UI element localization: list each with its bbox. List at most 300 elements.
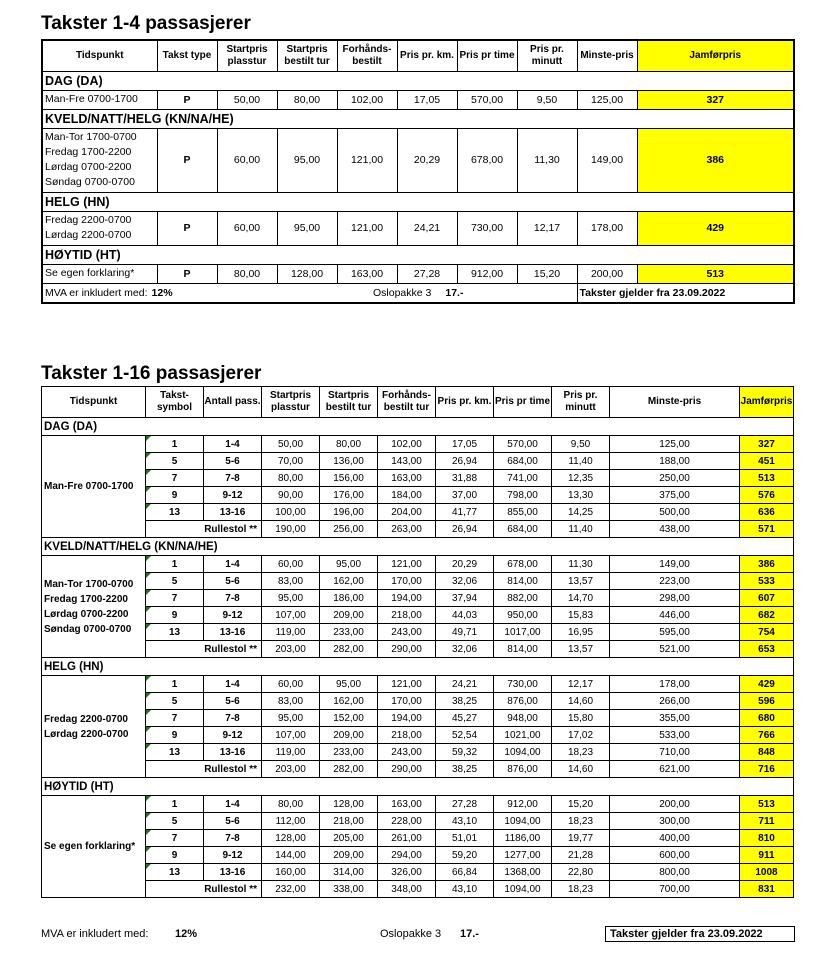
t1-value-cell: 513 [637, 264, 794, 283]
t2-value-cell: 19,77 [552, 830, 610, 847]
t2-value-cell: 194,00 [378, 710, 436, 727]
t1-value-cell: 102,00 [337, 90, 397, 109]
t2-value-cell: 1-4 [204, 436, 262, 453]
t2-value-cell: 607 [740, 590, 794, 607]
t2-section-row [42, 418, 794, 436]
t1-time-line: Fredag 1700-2200 [45, 146, 132, 158]
fare-table-1-4 [41, 39, 795, 304]
fare-table-1-16 [41, 386, 794, 898]
t2-value-cell: 282,00 [320, 641, 378, 658]
t1-value-cell: 570,00 [457, 90, 517, 109]
t2-time-line: Søndag 0700-0700 [44, 623, 132, 635]
t2-value-cell: 429 [740, 676, 794, 693]
t2-value-cell: 5 [146, 573, 204, 590]
t1-section-label: HELG (HN) [42, 192, 794, 211]
t1-data-row [42, 128, 794, 192]
t2-value-cell: 218,00 [378, 727, 436, 744]
t2-value-cell: 60,00 [262, 676, 320, 693]
t2-value-cell: 24,21 [436, 676, 494, 693]
t2-data-row [42, 504, 794, 521]
t2-value-cell: 571 [740, 521, 794, 538]
t2-value-cell: 13,30 [552, 487, 610, 504]
t2-value-cell: 209,00 [320, 847, 378, 864]
t2-value-cell: 1094,00 [494, 813, 552, 830]
t2-header-cell: Pris pr. minutt [552, 387, 610, 418]
t2-value-cell: 218,00 [320, 813, 378, 830]
t1-header-cell: Forhånds-bestilt [337, 40, 397, 71]
t2-value-cell: 156,00 [320, 470, 378, 487]
t1-header-cell: Pris pr time [457, 40, 517, 71]
t1-section-row [42, 71, 794, 90]
t2-value-cell: 128,00 [262, 830, 320, 847]
t2-data-row [42, 830, 794, 847]
t1-header-cell: Jamførpris [637, 40, 794, 71]
t2-value-cell: 1008 [740, 864, 794, 881]
t2-value-cell: 152,00 [320, 710, 378, 727]
t2-value-cell: 682 [740, 607, 794, 624]
t2-header-cell: Takst-symbol [146, 387, 204, 418]
t2-value-cell: 7-8 [204, 590, 262, 607]
t2-value-cell: 595,00 [610, 624, 740, 641]
t2-time-line: Man-Fre 0700-1700 [44, 481, 134, 492]
t2-value-cell: 243,00 [378, 624, 436, 641]
t2-value-cell: 684,00 [494, 453, 552, 470]
t2-value-cell: 1 [146, 556, 204, 573]
t2-time-line: Fredag 1700-2200 [44, 593, 128, 605]
t2-value-cell: 209,00 [320, 727, 378, 744]
t1-section-row [42, 192, 794, 211]
t2-value-cell: 1 [146, 676, 204, 693]
t2-value-cell: 513 [740, 796, 794, 813]
t2-value-cell: 7-8 [204, 830, 262, 847]
t2-value-cell: 15,83 [552, 607, 610, 624]
t2-value-cell: 1186,00 [494, 830, 552, 847]
t2-rullestol-cell: Rullestol ** [146, 641, 262, 658]
t2-value-cell: 680 [740, 710, 794, 727]
t2-value-cell: 16,95 [552, 624, 610, 641]
t2-data-row [42, 727, 794, 744]
t2-header-cell: Antall pass. [204, 387, 262, 418]
t2-value-cell: 1 [146, 796, 204, 813]
t2-value-cell: 14,60 [552, 693, 610, 710]
t2-value-cell: 203,00 [262, 761, 320, 778]
t1-value-cell: 27,28 [397, 264, 457, 283]
t2-value-cell: 80,00 [320, 436, 378, 453]
t2-value-cell: 338,00 [320, 881, 378, 898]
t2-value-cell: 66,84 [436, 864, 494, 881]
t2-data-row [42, 556, 794, 573]
t2-value-cell: 5-6 [204, 693, 262, 710]
t2-data-row [42, 607, 794, 624]
t1-value-cell: 730,00 [457, 211, 517, 245]
t2-value-cell: 27,28 [436, 796, 494, 813]
t1-value-cell: P [157, 211, 217, 245]
t2-value-cell: 100,00 [262, 504, 320, 521]
t2-value-cell: 233,00 [320, 624, 378, 641]
t2-value-cell: 798,00 [494, 487, 552, 504]
t1-value-cell: P [157, 90, 217, 109]
t2-value-cell: 12,17 [552, 676, 610, 693]
t2-value-cell: 855,00 [494, 504, 552, 521]
t2-value-cell: 9 [146, 487, 204, 504]
t2-value-cell: 438,00 [610, 521, 740, 538]
t2-value-cell: 7 [146, 710, 204, 727]
t2-value-cell: 13-16 [204, 864, 262, 881]
t1-data-row [42, 90, 794, 109]
t2-time-line: Lørdag 2200-0700 [44, 728, 129, 740]
t2-data-row [42, 710, 794, 727]
t2-value-cell: 7-8 [204, 470, 262, 487]
t1-time-line: Fredag 2200-0700 [45, 214, 132, 226]
t1-value-cell: 24,21 [397, 211, 457, 245]
t1-time-cell [42, 128, 157, 192]
t2-data-row [42, 693, 794, 710]
t2-value-cell: 570,00 [494, 436, 552, 453]
t1-value-cell: 386 [637, 128, 794, 192]
t2-value-cell: 21,28 [552, 847, 610, 864]
t2-value-cell: 766 [740, 727, 794, 744]
t2-value-cell: 730,00 [494, 676, 552, 693]
t2-value-cell: 170,00 [378, 693, 436, 710]
t2-value-cell: 282,00 [320, 761, 378, 778]
t1-value-cell: 11,30 [517, 128, 577, 192]
t1-value-cell: 12,17 [517, 211, 577, 245]
t2-value-cell: 710,00 [610, 744, 740, 761]
t2-value-cell: 912,00 [494, 796, 552, 813]
t2-value-cell: 80,00 [262, 796, 320, 813]
t2-data-row [42, 590, 794, 607]
t2-value-cell: 107,00 [262, 607, 320, 624]
t2-value-cell: 716 [740, 761, 794, 778]
t2-value-cell: 204,00 [378, 504, 436, 521]
t2-value-cell: 500,00 [610, 504, 740, 521]
t1-time-cell [42, 264, 157, 283]
t2-value-cell: 9 [146, 727, 204, 744]
t1-time-line: Man-Tor 1700-0700 [45, 131, 137, 143]
t2-value-cell: 37,94 [436, 590, 494, 607]
t2-value-cell: 1-4 [204, 796, 262, 813]
t2-time-cell [42, 436, 146, 538]
t2-value-cell: 653 [740, 641, 794, 658]
t2-value-cell: 163,00 [378, 796, 436, 813]
t2-value-cell: 11,30 [552, 556, 610, 573]
t1-section-label: KVELD/NATT/HELG (KN/NA/HE) [42, 109, 794, 128]
t2-section-label: KVELD/NATT/HELG (KN/NA/HE) [42, 538, 794, 556]
t2-data-row [42, 676, 794, 693]
t1-value-cell: 60,00 [217, 128, 277, 192]
t2-time-line: Fredag 2200-0700 [44, 713, 128, 725]
t2-value-cell: 60,00 [262, 556, 320, 573]
t2-value-cell: 266,00 [610, 693, 740, 710]
t2-data-row [42, 864, 794, 881]
t1-value-cell: 17,05 [397, 90, 457, 109]
t2-value-cell: 948,00 [494, 710, 552, 727]
t1-section-label: DAG (DA) [42, 71, 794, 90]
t2-value-cell: 144,00 [262, 847, 320, 864]
t2-value-cell: 521,00 [610, 641, 740, 658]
t2-value-cell: 5 [146, 693, 204, 710]
t2-value-cell: 1-4 [204, 556, 262, 573]
t2-value-cell: 5-6 [204, 573, 262, 590]
t2-value-cell: 136,00 [320, 453, 378, 470]
t2-header-cell: Startpris bestilt tur [320, 387, 378, 418]
t2-value-cell: 32,06 [436, 641, 494, 658]
t2-oslo-label: Oslopakke 3 [380, 928, 442, 940]
t2-value-cell: 95,00 [262, 710, 320, 727]
t2-value-cell: 32,06 [436, 573, 494, 590]
t2-value-cell: 149,00 [610, 556, 740, 573]
t2-value-cell: 13-16 [204, 504, 262, 521]
t2-value-cell: 41,77 [436, 504, 494, 521]
t1-time-line: Man-Fre 0700-1700 [45, 93, 138, 105]
t2-value-cell: 513 [740, 470, 794, 487]
t2-time-line: Se egen forklaring* [44, 841, 136, 852]
t2-data-row [42, 487, 794, 504]
t2-value-cell: 754 [740, 624, 794, 641]
t2-value-cell: 314,00 [320, 864, 378, 881]
t2-value-cell: 80,00 [262, 470, 320, 487]
t2-valid-date: Takster gjelder fra 23.09.2022 [605, 926, 795, 942]
t2-value-cell: 1021,00 [494, 727, 552, 744]
t2-data-row [42, 436, 794, 453]
t2-value-cell: 684,00 [494, 521, 552, 538]
t2-data-row [42, 453, 794, 470]
t1-section-label: HØYTID (HT) [42, 245, 794, 264]
t2-value-cell: 1-4 [204, 676, 262, 693]
t2-oslo-value: 17.- [460, 928, 479, 940]
t2-data-row [42, 641, 794, 658]
t2-value-cell: 636 [740, 504, 794, 521]
t1-oslo-label: Oslopakke 3 [373, 286, 432, 299]
t2-rullestol-cell: Rullestol ** [146, 521, 262, 538]
t2-value-cell: 18,23 [552, 744, 610, 761]
t2-value-cell: 162,00 [320, 693, 378, 710]
t1-value-cell: 121,00 [337, 128, 397, 192]
t2-value-cell: 348,00 [378, 881, 436, 898]
t2-value-cell: 45,27 [436, 710, 494, 727]
t1-header-cell: Startpris plasstur [217, 40, 277, 71]
t1-value-cell: 678,00 [457, 128, 517, 192]
t2-section-label: HØYTID (HT) [42, 778, 794, 796]
t2-value-cell: 43,10 [436, 881, 494, 898]
t2-value-cell: 290,00 [378, 761, 436, 778]
t1-value-cell: 95,00 [277, 128, 337, 192]
t2-value-cell: 228,00 [378, 813, 436, 830]
t2-value-cell: 121,00 [378, 676, 436, 693]
t2-value-cell: 678,00 [494, 556, 552, 573]
t1-value-cell: 80,00 [217, 264, 277, 283]
table1-title: Takster 1-4 passasjerer [41, 13, 251, 34]
t2-data-row [42, 761, 794, 778]
t1-header-row [42, 40, 794, 71]
t2-value-cell: 13 [146, 624, 204, 641]
t1-mva-cell [42, 283, 337, 303]
t2-value-cell: 38,25 [436, 693, 494, 710]
t2-value-cell: 621,00 [610, 761, 740, 778]
t2-section-row [42, 778, 794, 796]
t2-value-cell: 451 [740, 453, 794, 470]
t2-value-cell: 38,25 [436, 761, 494, 778]
t2-value-cell: 9-12 [204, 847, 262, 864]
t2-value-cell: 70,00 [262, 453, 320, 470]
t2-value-cell: 375,00 [610, 487, 740, 504]
t1-data-row [42, 264, 794, 283]
t2-value-cell: 533,00 [610, 727, 740, 744]
t2-time-line: Lørdag 0700-2200 [44, 608, 129, 620]
t1-value-cell: P [157, 128, 217, 192]
t1-oslo-cell [337, 283, 577, 303]
t2-value-cell: 170,00 [378, 573, 436, 590]
t2-value-cell: 17,05 [436, 436, 494, 453]
t1-valid-date: Takster gjelder fra 23.09.2022 [577, 283, 794, 303]
t2-value-cell: 576 [740, 487, 794, 504]
t2-value-cell: 298,00 [610, 590, 740, 607]
t1-mva-label: MVA er inkludert med: [45, 286, 148, 299]
t2-data-row [42, 881, 794, 898]
t1-time-cell [42, 211, 157, 245]
t2-value-cell: 200,00 [610, 796, 740, 813]
t2-value-cell: 14,70 [552, 590, 610, 607]
t2-value-cell: 49,71 [436, 624, 494, 641]
t2-value-cell: 13,57 [552, 573, 610, 590]
t2-data-row [42, 624, 794, 641]
t2-header-row [42, 387, 794, 418]
t1-value-cell: 163,00 [337, 264, 397, 283]
t2-value-cell: 5-6 [204, 813, 262, 830]
t2-header-cell: Jamførpris [740, 387, 794, 418]
t2-value-cell: 7 [146, 470, 204, 487]
t2-value-cell: 7 [146, 590, 204, 607]
t2-time-cell [42, 676, 146, 778]
t2-value-cell: 950,00 [494, 607, 552, 624]
t2-data-row [42, 521, 794, 538]
t2-value-cell: 52,54 [436, 727, 494, 744]
t2-value-cell: 233,00 [320, 744, 378, 761]
t2-value-cell: 17,02 [552, 727, 610, 744]
t1-value-cell: 128,00 [277, 264, 337, 283]
t2-value-cell: 203,00 [262, 641, 320, 658]
t2-value-cell: 9-12 [204, 487, 262, 504]
t2-value-cell: 59,20 [436, 847, 494, 864]
t2-value-cell: 5 [146, 453, 204, 470]
t2-value-cell: 9-12 [204, 607, 262, 624]
t2-value-cell: 876,00 [494, 761, 552, 778]
t2-value-cell: 128,00 [320, 796, 378, 813]
t2-value-cell: 18,23 [552, 813, 610, 830]
t2-data-row [42, 470, 794, 487]
t2-value-cell: 194,00 [378, 590, 436, 607]
t1-time-cell [42, 90, 157, 109]
t2-value-cell: 51,01 [436, 830, 494, 847]
t2-section-row [42, 658, 794, 676]
t2-header-cell: Tidspunkt [42, 387, 146, 418]
t1-value-cell: 912,00 [457, 264, 517, 283]
t2-value-cell: 9-12 [204, 727, 262, 744]
t2-value-cell: 814,00 [494, 573, 552, 590]
t1-time-line: Se egen forklaring* [45, 267, 135, 279]
t2-header-cell: Minste-pris [610, 387, 740, 418]
t2-value-cell: 95,00 [262, 590, 320, 607]
t1-value-cell: 95,00 [277, 211, 337, 245]
t2-value-cell: 163,00 [378, 470, 436, 487]
t2-value-cell: 20,29 [436, 556, 494, 573]
t2-value-cell: 256,00 [320, 521, 378, 538]
t2-value-cell: 1094,00 [494, 881, 552, 898]
t2-value-cell: 178,00 [610, 676, 740, 693]
t2-value-cell: 37,00 [436, 487, 494, 504]
t2-value-cell: 22,80 [552, 864, 610, 881]
t2-value-cell: 300,00 [610, 813, 740, 830]
t2-value-cell: 50,00 [262, 436, 320, 453]
t2-value-cell: 184,00 [378, 487, 436, 504]
t2-value-cell: 83,00 [262, 693, 320, 710]
t2-value-cell: 13 [146, 504, 204, 521]
t2-value-cell: 1368,00 [494, 864, 552, 881]
t1-data-row [42, 211, 794, 245]
t2-value-cell: 810 [740, 830, 794, 847]
t2-rullestol-cell: Rullestol ** [146, 881, 262, 898]
t2-value-cell: 186,00 [320, 590, 378, 607]
t2-value-cell: 741,00 [494, 470, 552, 487]
t2-value-cell: 26,94 [436, 521, 494, 538]
t2-value-cell: 261,00 [378, 830, 436, 847]
t2-value-cell: 13,57 [552, 641, 610, 658]
t1-header-cell: Pris pr. minutt [517, 40, 577, 71]
t1-header-cell: Pris pr. km. [397, 40, 457, 71]
t2-value-cell: 14,60 [552, 761, 610, 778]
t2-value-cell: 31,88 [436, 470, 494, 487]
t2-value-cell: 7-8 [204, 710, 262, 727]
t2-value-cell: 263,00 [378, 521, 436, 538]
t1-value-cell: 20,29 [397, 128, 457, 192]
t2-section-row [42, 538, 794, 556]
t1-value-cell: 15,20 [517, 264, 577, 283]
t1-header-cell: Startpris bestilt tur [277, 40, 337, 71]
t2-data-row [42, 744, 794, 761]
t2-value-cell: 1277,00 [494, 847, 552, 864]
t2-value-cell: 176,00 [320, 487, 378, 504]
t2-value-cell: 121,00 [378, 556, 436, 573]
t1-value-cell: 50,00 [217, 90, 277, 109]
t1-value-cell: 429 [637, 211, 794, 245]
t2-value-cell: 9 [146, 847, 204, 864]
t1-value-cell: 125,00 [577, 90, 637, 109]
t1-section-row [42, 245, 794, 264]
t2-value-cell: 12,35 [552, 470, 610, 487]
t2-time-cell [42, 796, 146, 898]
t1-time-line: Søndag 0700-0700 [45, 176, 135, 188]
t1-footer-row [42, 283, 794, 303]
t1-header-cell: Tidspunkt [42, 40, 157, 71]
t2-value-cell: 162,00 [320, 573, 378, 590]
t2-value-cell: 218,00 [378, 607, 436, 624]
t2-value-cell: 13 [146, 744, 204, 761]
t1-value-cell: 200,00 [577, 264, 637, 283]
t2-value-cell: 11,40 [552, 453, 610, 470]
t2-value-cell: 814,00 [494, 641, 552, 658]
t2-value-cell: 1 [146, 436, 204, 453]
t2-data-row [42, 847, 794, 864]
t1-oslo-value: 17.- [445, 286, 464, 299]
t2-value-cell: 326,00 [378, 864, 436, 881]
t2-value-cell: 327 [740, 436, 794, 453]
t2-value-cell: 43,10 [436, 813, 494, 830]
t2-header-cell: Forhånds-bestilt tur [378, 387, 436, 418]
t2-value-cell: 83,00 [262, 573, 320, 590]
t2-value-cell: 9 [146, 607, 204, 624]
t1-header-cell: Takst type [157, 40, 217, 71]
t2-value-cell: 119,00 [262, 624, 320, 641]
